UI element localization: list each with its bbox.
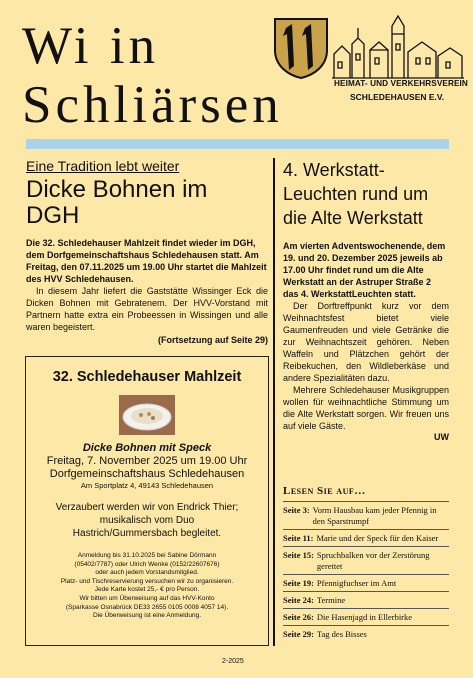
fine-line: Platz- und Tischreservierung versuchen wir zu organisieren. bbox=[60, 577, 234, 585]
fine-line: (05402/7787) oder Ulrich Wenke (0152/22607676) bbox=[74, 560, 220, 568]
fine-line: (Sparkasse Osnabrück DE33 2655 0105 0008 4057 14). bbox=[65, 603, 229, 611]
column-divider bbox=[273, 158, 275, 646]
toc-text: Pfennigfuchser im Amt bbox=[316, 578, 397, 588]
fine-line: Anmeldung bis 31.10.2025 bei Sabine Dörmann bbox=[77, 552, 217, 559]
fine-line: oder auch jedem Vorstandsmitglied. bbox=[95, 569, 199, 577]
toc-item[interactable] bbox=[283, 574, 449, 591]
org-place: SCHLEDEHAUSEN E.V. bbox=[350, 92, 445, 102]
registration-info bbox=[26, 552, 268, 621]
toc-item[interactable] bbox=[283, 501, 449, 529]
toc-page: Seite 11: bbox=[283, 533, 314, 543]
dish-photo-icon bbox=[119, 395, 175, 435]
fine-line: Wir bitten um Überweisung auf das HVV-Konto bbox=[79, 594, 215, 602]
toc-page: Seite 3: bbox=[283, 505, 310, 515]
toc-text: Die Hasenjagd in Ellerbirke bbox=[316, 612, 413, 622]
top-divider-bar bbox=[26, 139, 449, 149]
headline-line: 4. Werkstatt- bbox=[283, 160, 385, 180]
org-name: HEIMAT- UND VERKEHRSVEREIN bbox=[334, 79, 468, 88]
fine-line: Jede Karte kostet 25,- € pro Person. bbox=[94, 586, 200, 594]
toc-page: Seite 19: bbox=[283, 578, 314, 588]
author-signature: UW bbox=[434, 432, 449, 442]
village-skyline-icon bbox=[330, 14, 466, 82]
toc-page: Seite 29: bbox=[283, 629, 314, 639]
toc-item[interactable] bbox=[283, 546, 449, 574]
article-headline bbox=[26, 177, 268, 229]
right-article bbox=[283, 158, 449, 443]
headline-line: Dicke Bohnen im bbox=[26, 176, 208, 203]
event-entertainment bbox=[26, 501, 268, 540]
toc-title: Lesen Sie auf… bbox=[283, 485, 366, 497]
toc-item[interactable] bbox=[283, 608, 449, 625]
right-lead: Am vierten Adventswochenende, dem 19. und 20. Dezember 2025 jeweils ab 17.00 Uhr findet rund um die Alte Werkstatt an der Astruper Straße 2 das 4. WerkstattLeuchten statt. bbox=[283, 241, 446, 299]
entertain-line: musikalisch vom Duo bbox=[99, 515, 195, 526]
entertain-line: Verzaubert werden wir von Endrick Thier; bbox=[55, 502, 239, 513]
dish-name: Dicke Bohnen mit Speck bbox=[82, 442, 212, 454]
event-venue: Dorfgemeinschaftshaus Schledehausen bbox=[49, 468, 245, 480]
headline-line: Leuchten rund um bbox=[283, 184, 429, 204]
masthead-title-line1: Wi in bbox=[22, 17, 160, 75]
toc-page: Seite 26: bbox=[283, 612, 314, 622]
toc-text: Spruchbalken vor der Zerstörung gerettet bbox=[316, 550, 430, 571]
event-title: 32. Schledehauser Mahlzeit bbox=[52, 369, 242, 385]
toc-text: Vorm Hausbau kam jeder Pfennig in den Sparstrumpf bbox=[312, 505, 437, 526]
toc-text: Tag des Bisses bbox=[316, 629, 367, 639]
right-body-1: Der Dorftreffpunkt kurz vor dem Weihnachtsfest bietet viele Gaumenfreuden und viele Getränke die zur Weihnachtszeit gehören. Neben Waffeln und Plätzchen gehört der Reibekuchen, den Wildleberkäse und andere Spezialitäten dazu. bbox=[283, 301, 449, 383]
article-kicker: Eine Tradition lebt weiter bbox=[26, 158, 180, 174]
entertain-line: Hastrich/Gummersbach begleitet. bbox=[72, 528, 222, 539]
article-lead: Die 32. Schledehauser Mahlzeit findet wieder im DGH, dem Dorfgemeinschaftshaus Schledehausen statt. Am Freitag, den 07.11.2025 um 19.00 Uhr startet die Mahlzeit des HVV Schledehausen. bbox=[26, 238, 267, 284]
headline-line: DGH bbox=[26, 202, 80, 229]
toc-item[interactable] bbox=[283, 591, 449, 608]
toc-text: Marie und der Speck für den Kaiser bbox=[316, 533, 439, 543]
event-address: Am Sportplatz 4, 49143 Schledehausen bbox=[80, 481, 214, 490]
article-body: In diesem Jahr liefert die Gaststätte Wissinger Eck die Dicken Bohnen mit Gebratenem. Der HVV-Vorstand mit Partnern hatte extra ein Probeessen in Wissingen und alle waren begeistert. bbox=[26, 286, 268, 332]
event-box bbox=[25, 356, 269, 646]
left-article bbox=[26, 158, 268, 346]
toc-text: Termine bbox=[316, 595, 346, 605]
hvv-logo bbox=[268, 12, 468, 112]
masthead-title-line2: Schliärsen bbox=[22, 76, 283, 134]
event-date: Freitag, 7. November 2025 um 19.00 Uhr bbox=[46, 455, 248, 467]
fine-line: Die Überweisung ist eine Anmeldung. bbox=[92, 612, 202, 620]
continuation-note: (Fortsetzung auf Seite 29) bbox=[157, 335, 268, 345]
toc-item[interactable] bbox=[283, 529, 449, 546]
headline-line: die Alte Werkstatt bbox=[283, 208, 423, 228]
toc-page: Seite 15: bbox=[283, 550, 314, 560]
right-headline bbox=[283, 158, 449, 230]
toc-page: Seite 24: bbox=[283, 595, 314, 605]
toc-item[interactable] bbox=[283, 625, 449, 642]
issue-number: 2-2025 bbox=[222, 658, 244, 665]
right-body-2: Mehrere Schledehauser Musikgruppen wollen für weihnachtliche Stimmung um die Alte Werkstatt sorgen. Wir freuen uns auf viele Gäste. bbox=[283, 385, 449, 431]
crest-logo-icon bbox=[272, 16, 330, 80]
table-of-contents bbox=[283, 485, 449, 642]
